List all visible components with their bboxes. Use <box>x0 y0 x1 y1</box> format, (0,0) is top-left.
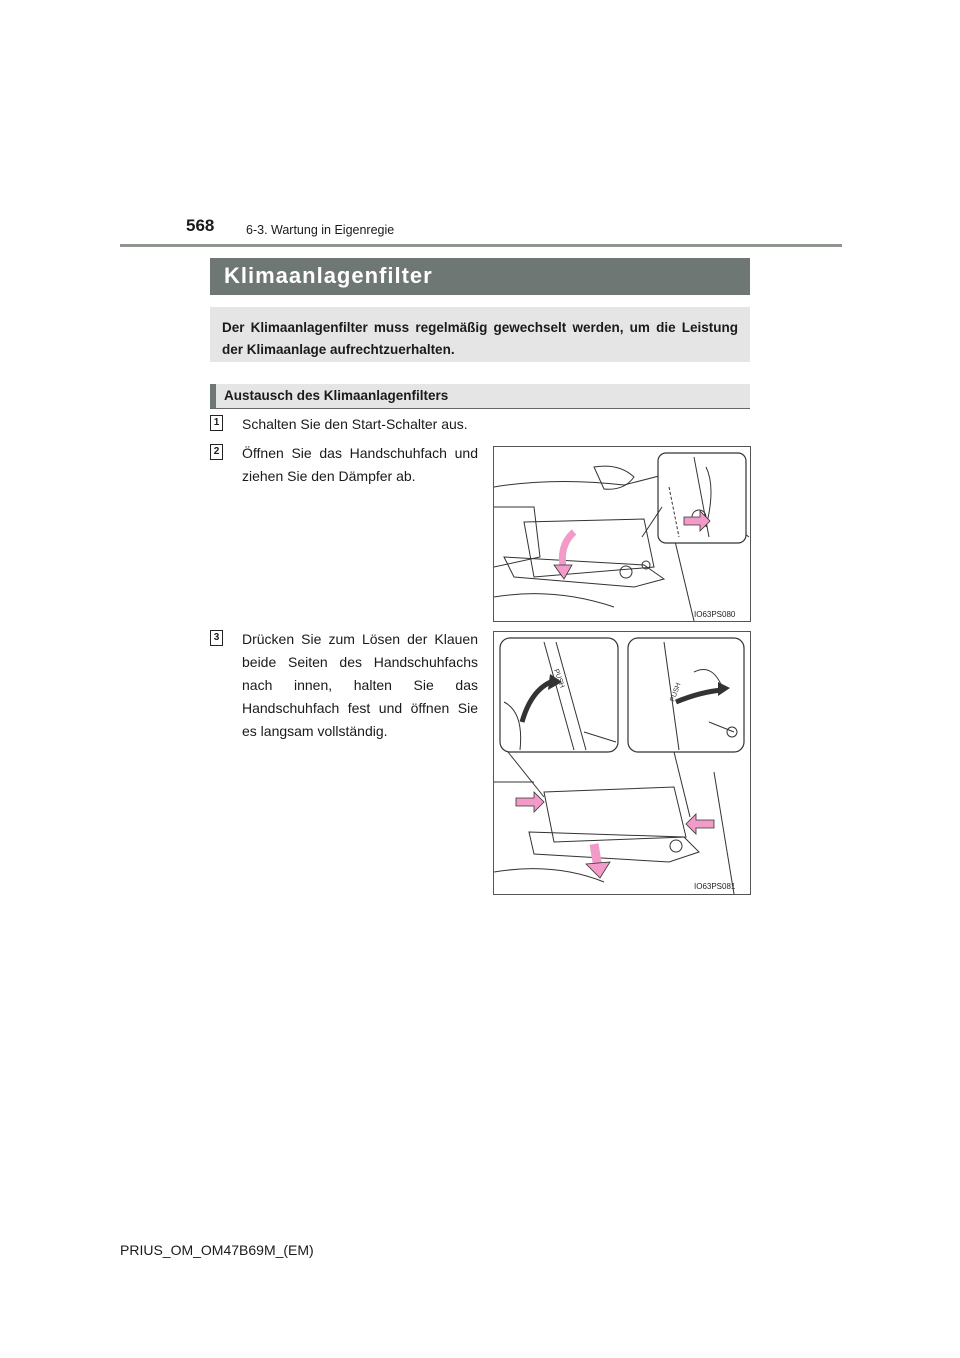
figure-1-code: IO63PS080 <box>694 610 736 619</box>
title-bar <box>210 258 750 295</box>
push-label-left: PUSH <box>552 668 566 689</box>
step-2-number: 2 <box>210 444 223 460</box>
intro-text: Der Klimaanlagenfilter muss regelmäßig gewechselt werden, um die Leistung der Klimaanlage aufrechtzuerhalten. <box>222 320 738 357</box>
step-2-text: Öffnen Sie das Handschuhfach und ziehen Sie den Dämpfer ab. <box>242 445 478 484</box>
glovebox-release-illustration <box>493 631 751 895</box>
footer-doc-id: PRIUS_OM_OM47B69M_(EM) <box>120 1242 314 1258</box>
figure-2-code: IO63PS081 <box>694 882 736 891</box>
step-3-text: Drücken Sie zum Lösen der Klauen beide Seiten des Handschuhfachs nach innen, halten Sie das Handschuhfach fest und öffnen Sie es langsam vollständig. <box>242 631 478 739</box>
step-1-number: 1 <box>210 415 223 431</box>
header-rule <box>120 244 842 247</box>
subsection-title: Austausch des Klimaanlagenfilters <box>224 388 449 403</box>
subsection-header <box>210 384 750 409</box>
glovebox-damper-illustration <box>493 446 751 622</box>
intro-box <box>210 307 750 362</box>
push-label-right: PUSH <box>669 682 683 703</box>
step-3-number: 3 <box>210 630 223 646</box>
page-number: 568 <box>186 216 215 235</box>
section-label: 6-3. Wartung in Eigenregie <box>246 223 395 237</box>
page-title: Klimaanlagenfilter <box>224 263 433 288</box>
step-1-text: Schalten Sie den Start-Schalter aus. <box>242 416 468 432</box>
subsection-accent <box>210 384 216 408</box>
